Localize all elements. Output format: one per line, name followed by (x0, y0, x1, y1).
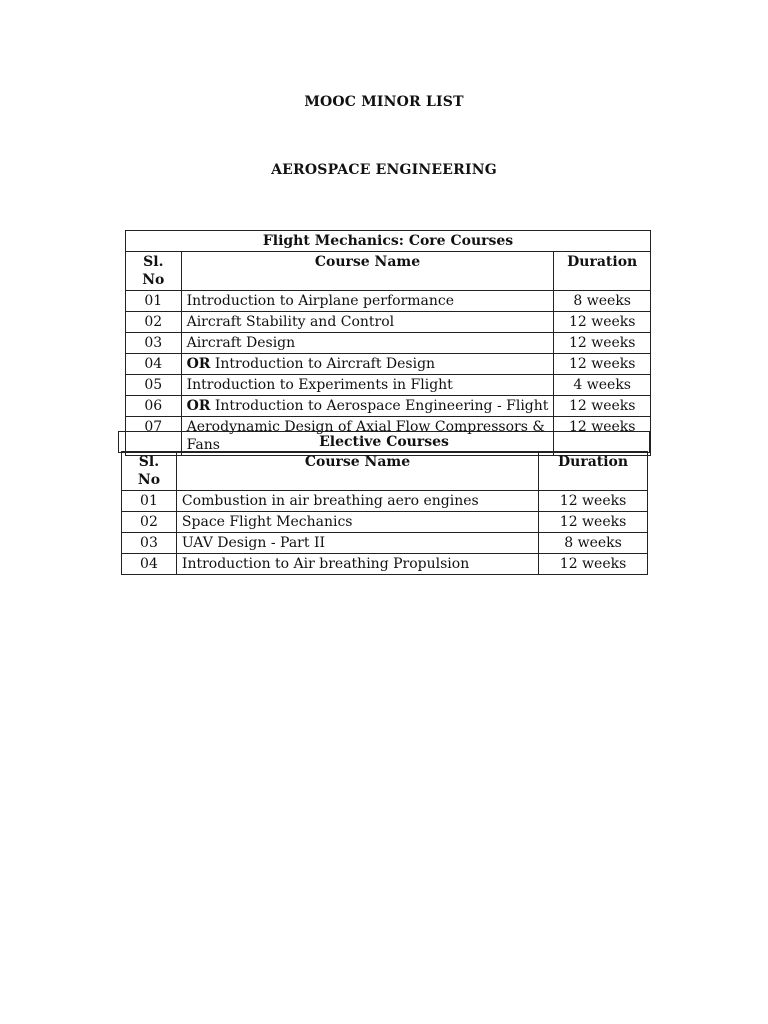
course-name: UAV Design - Part II (176, 533, 538, 554)
course-duration: 12 weeks (554, 396, 651, 417)
course-sl: 02 (122, 512, 177, 533)
course-name: Combustion in air breathing aero engines (176, 491, 538, 512)
course-duration: 12 weeks (554, 333, 651, 354)
elective-caption-table (118, 431, 650, 453)
table-row (122, 491, 648, 512)
course-name-text: Introduction to Experiments in Flight (186, 377, 453, 393)
elective-header-name: Course Name (176, 452, 538, 491)
course-sl: 03 (122, 533, 177, 554)
table-row (122, 533, 648, 554)
course-duration: 12 weeks (554, 354, 651, 375)
course-duration: 8 weeks (539, 533, 648, 554)
table-row (126, 333, 651, 354)
course-name-text: Aerodynamic Design of Axial Flow Compressors & Fans (186, 419, 545, 453)
elective-caption: Elective Courses (119, 432, 650, 453)
core-caption: Flight Mechanics: Core Courses (126, 231, 651, 252)
course-sl: 05 (126, 375, 182, 396)
course-name (181, 333, 554, 354)
course-name (181, 291, 554, 312)
elective-courses-table (121, 451, 648, 575)
elective-header-duration: Duration (539, 452, 648, 491)
course-sl: 07 (126, 417, 182, 456)
or-label: OR (186, 398, 211, 414)
course-name (181, 354, 554, 375)
or-label: OR (186, 356, 211, 372)
course-name (181, 396, 554, 417)
course-name-text: Aircraft Stability and Control (186, 314, 395, 330)
elective-header-row (122, 452, 648, 491)
course-duration: 12 weeks (539, 512, 648, 533)
course-sl: 01 (126, 291, 182, 312)
course-duration: 12 weeks (539, 554, 648, 575)
document-title: MOOC MINOR LIST (304, 94, 464, 110)
core-courses-table (125, 230, 651, 456)
course-name-text: Introduction to Airplane performance (186, 293, 455, 309)
course-duration: 8 weeks (554, 291, 651, 312)
core-caption-row (126, 231, 651, 252)
core-header-row (126, 252, 651, 291)
course-name (181, 375, 554, 396)
course-name: Space Flight Mechanics (176, 512, 538, 533)
table-row (122, 512, 648, 533)
course-duration: 4 weeks (554, 375, 651, 396)
document-subtitle: AEROSPACE ENGINEERING (271, 162, 497, 178)
course-duration: 12 weeks (554, 417, 651, 456)
course-sl: 04 (126, 354, 182, 375)
elective-header-sl: Sl. No (122, 452, 177, 491)
table-row (126, 396, 651, 417)
course-name: Introduction to Air breathing Propulsion (176, 554, 538, 575)
table-row (126, 354, 651, 375)
table-row (122, 554, 648, 575)
course-name-text: Introduction to Aerospace Engineering - Flight (210, 398, 549, 414)
course-sl: 04 (122, 554, 177, 575)
course-duration: 12 weeks (554, 312, 651, 333)
course-sl: 06 (126, 396, 182, 417)
table-row (126, 291, 651, 312)
course-sl: 03 (126, 333, 182, 354)
elective-caption-row (119, 432, 650, 453)
core-header-duration: Duration (554, 252, 651, 291)
core-header-sl: Sl. No (126, 252, 182, 291)
course-sl: 01 (122, 491, 177, 512)
course-name (181, 312, 554, 333)
course-name-text: Introduction to Aircraft Design (210, 356, 436, 372)
course-duration: 12 weeks (539, 491, 648, 512)
table-row (126, 312, 651, 333)
table-row (126, 375, 651, 396)
core-header-name: Course Name (181, 252, 554, 291)
course-name-text: Aircraft Design (186, 335, 296, 351)
course-sl: 02 (126, 312, 182, 333)
